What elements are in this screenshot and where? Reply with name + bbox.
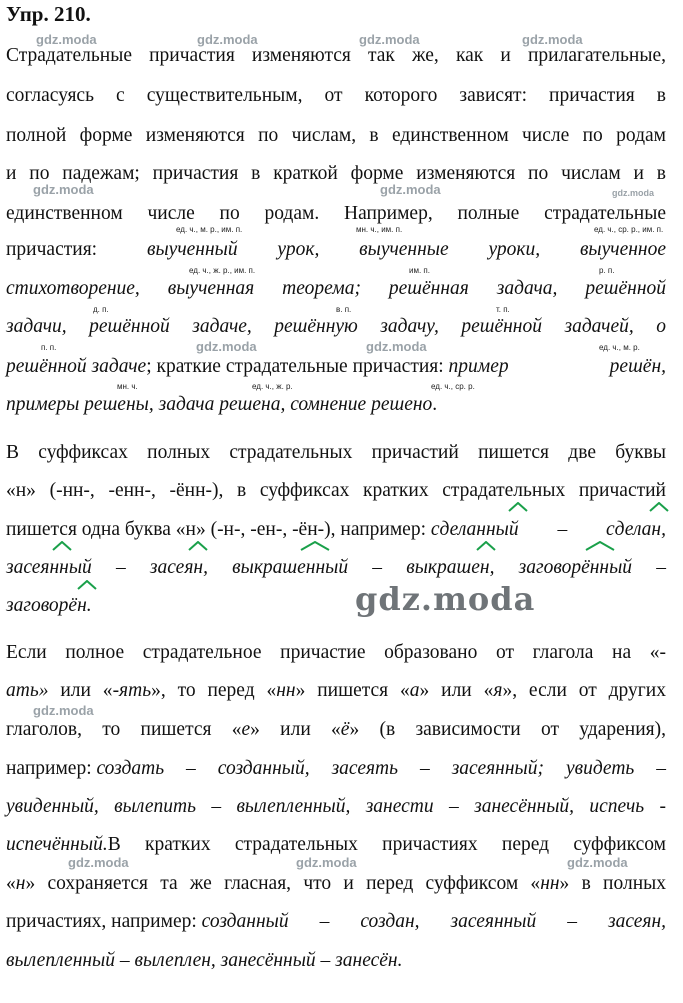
suffix-mark (649, 502, 669, 512)
text-span: « (6, 873, 16, 894)
suffix-mark (508, 502, 528, 512)
watermark: gdz.moda (197, 32, 258, 47)
letter-example: я (493, 680, 503, 701)
grammar-note: ед. ч., ср. р., им. п. (594, 225, 664, 234)
grammar-note: ед. ч., м. р. (599, 343, 640, 352)
example-words: созданный – создан, засеянный – засеян, (201, 911, 666, 932)
p3-line5: увиденный, вылепить – вылепленный, занести – занесённый, испечь - (6, 796, 666, 817)
suffix-example: нн (540, 873, 560, 894)
p1-line4: и по падежам; причастия в краткой форме изменяются по числам и в (6, 163, 666, 184)
watermark: gdz.moda (296, 855, 357, 870)
p2-line5: заговорён. (6, 595, 92, 616)
example-words: решённая задача, решённой (388, 278, 666, 299)
grammar-note: д. п. (93, 305, 109, 314)
example-words: решённой задаче (6, 356, 147, 377)
grammar-note: ед. ч., м. р., им. п. (176, 225, 243, 234)
watermark: gdz.moda (33, 703, 94, 718)
example-words: стихотворение, выученная теорема; (6, 278, 361, 299)
p1-line1: Страдательные причастия изменяются так же, как и прилагательные, (6, 45, 666, 66)
p2-line4: засеянный – засеян, выкрашенный – выкрашен, заговорённый – (6, 557, 666, 578)
suffix-mark (188, 541, 208, 551)
p3-line7 (6, 872, 666, 896)
suffix-example: ать» (6, 680, 61, 701)
p3-line3 (6, 718, 666, 742)
p2-line2: «н» (-нн-, -енн-, -ённ-), в суффиксах кратких страдательных причастий (6, 480, 666, 501)
p1-line8: задачи, решённой задаче, решённую задачу, решённой задачей, о (6, 316, 666, 337)
example-words: сделанный – сделан, (430, 519, 666, 540)
watermark: gdz.moda (522, 32, 583, 47)
p1-line9 (6, 355, 666, 379)
p3-line4 (6, 757, 666, 781)
p2-line1: В суффиксах полных страдательных причастий пишется две буквы (6, 442, 666, 463)
suffix-mark (300, 541, 330, 551)
p1-line6 (6, 238, 666, 262)
p3-line2 (6, 679, 666, 703)
p3-line9: вылепленный – вылеплен, занесённый – занесён. (6, 950, 403, 971)
text-span: пишется одна буква «н» (-н-, -ен-, -ён-), например: (6, 519, 431, 540)
text-span: . (432, 394, 438, 415)
watermark: gdz.moda (196, 339, 257, 354)
p1-line10 (6, 393, 437, 417)
grammar-note: в. п. (336, 305, 352, 314)
watermark: gdz.moda (359, 32, 420, 47)
grammar-note: р. п. (599, 266, 615, 275)
suffix-example: -ять (112, 680, 152, 701)
p1-line2: согласуясь с существительным, от которого зависят: причастия в (6, 85, 666, 106)
text-span: или « (60, 680, 113, 701)
text-span: » или « (250, 719, 341, 740)
watermark: gdz.moda (33, 182, 94, 197)
suffix-mark (77, 580, 97, 590)
watermark: gdz.moda (612, 188, 654, 198)
letter-example: ё (340, 719, 350, 740)
grammar-note: п. п. (41, 343, 57, 352)
text-span: » (в зависимости от ударения), (349, 719, 667, 740)
letter-example: е (241, 719, 251, 740)
grammar-note: ед. ч., ж. р. (252, 382, 293, 391)
p1-line5: единственном числе по родам. Например, полные страдательные (6, 203, 666, 224)
example-words: создать – созданный, засеять – засеянный; увидеть – (96, 758, 666, 779)
p3-line8 (6, 910, 666, 934)
watermark: gdz.moda (366, 339, 427, 354)
suffix-mark (476, 541, 496, 551)
p1-line7 (6, 277, 666, 301)
watermark: gdz.moda (68, 855, 129, 870)
exercise-title: Упр. 210. (6, 2, 91, 26)
grammar-note: им. п. (409, 266, 430, 275)
grammar-note: ед. ч., ср. р. (431, 382, 475, 391)
grammar-note: ед. ч., ж. р., им. п. (189, 266, 256, 275)
text-span: например: (6, 758, 97, 779)
text-span: причастия: (6, 239, 98, 260)
text-span: », то перед « (151, 680, 277, 701)
example-words: пример решён, (448, 356, 666, 377)
p1-line3: полной форме изменяются по числам, в единственном числе по родам (6, 125, 666, 146)
suffix-mark (52, 541, 72, 551)
grammar-note: т. п. (496, 305, 510, 314)
suffix-example: н (15, 873, 26, 894)
text-span: » или « (419, 680, 494, 701)
example-words: испечённый. (6, 834, 108, 855)
p3-line1: Если полное страдательное причастие образовано от глагола на «- (6, 642, 666, 663)
text-span: », если от других (502, 680, 666, 701)
p2-line3 (6, 518, 666, 542)
watermark: gdz.moda (36, 32, 97, 47)
text-span: » сохраняется та же гласная, что и перед суффиксом « (25, 873, 541, 894)
suffix-mark (585, 541, 615, 551)
grammar-note: мн. ч., им. п. (356, 225, 403, 234)
grammar-note: мн. ч. (117, 382, 138, 391)
watermark: gdz.moda (380, 182, 441, 197)
text-span: ; краткие страдательные причастия: (146, 356, 449, 377)
text-span: » в полных (559, 873, 666, 894)
watermark: gdz.moda (355, 580, 536, 618)
text-span: В кратких страдательных причастиях перед суффиксом (107, 834, 666, 855)
suffix-example: нн (276, 680, 296, 701)
watermark: gdz.moda (567, 855, 628, 870)
text-span: причастиях, например: (6, 911, 202, 932)
letter-example: а (409, 680, 420, 701)
p3-line6 (6, 833, 666, 857)
text-span: глаголов, то пишется « (6, 719, 242, 740)
example-words: выученный урок, выученные уроки, выученное (147, 239, 666, 260)
example-words: примеры решены, задача решена, сомнение решено (6, 394, 433, 415)
text-span: » пишется « (295, 680, 410, 701)
